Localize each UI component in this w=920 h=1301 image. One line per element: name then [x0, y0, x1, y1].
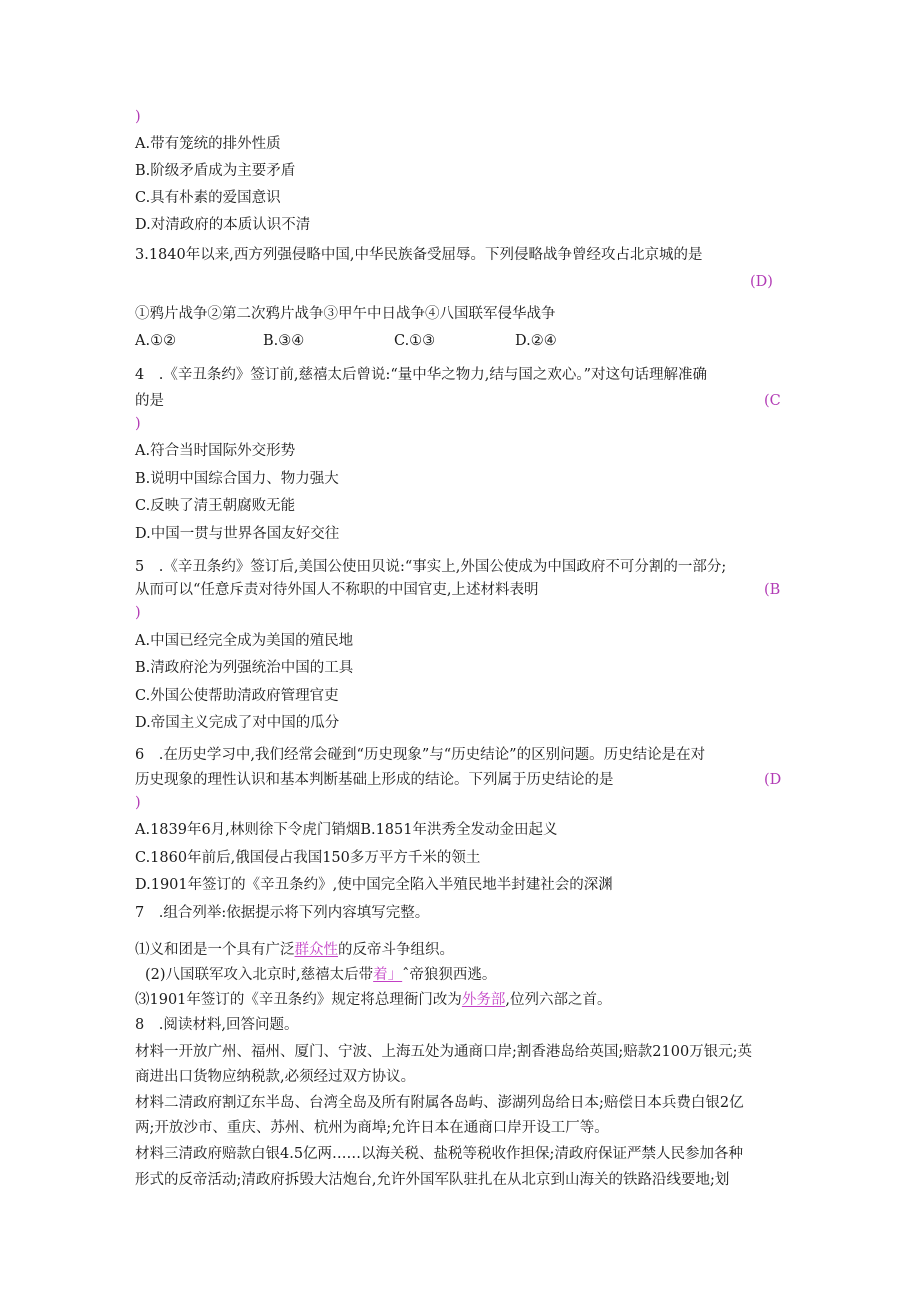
- q2-option-a: A.带有笼统的排外性质: [135, 136, 281, 152]
- q6-answer: (D: [764, 772, 782, 788]
- q4-answer: (C: [764, 393, 781, 409]
- q7-line1-text: ⑴义和团是一个具有广泛: [135, 942, 295, 958]
- q8-material-line: 形式的反帝活动;清政府拆毁大沽炮台,允许外国军队驻扎在从北京到山海关的铁路沿线要地;划: [135, 1172, 730, 1188]
- q6-option-ab: A.1839年6月,林则徐下令虎门销烟B.1851年洪秀全发动金田起义: [135, 822, 558, 838]
- q6-close-paren: ): [135, 795, 141, 811]
- q7-line2-fill: 着」: [373, 967, 403, 983]
- q8-material-line: 材料二清政府割辽东半岛、台湾全岛及所有附属各岛屿、澎湖列岛给日本;赔偿日本兵费白银2亿: [135, 1095, 744, 1111]
- q7-line2-text-end: ˆ帝狼狈西逃。: [402, 967, 497, 983]
- q6-stem-line2: 历史现象的理性认识和基本判断基础上形成的结论。下列属于历史结论的是: [135, 772, 614, 788]
- q2-option-c: C.具有朴素的爱国意识: [135, 190, 281, 206]
- q2-close-paren: ): [135, 109, 141, 125]
- q6-option-d: D.1901年签订的《辛丑条约》,使中国完全陷入半殖民地半封建社会的深渊: [135, 877, 613, 893]
- q4-option-c: C.反映了清王朝腐败无能: [135, 498, 296, 514]
- q4-stem-line2: 的是: [135, 393, 164, 409]
- q8-material-line: 材料三清政府赔款白银4.5亿两……以海关税、盐税等税收作担保;清政府保证严禁人民参加各种: [135, 1146, 743, 1162]
- q4-option-d: D.中国一贯与世界各国友好交往: [135, 526, 340, 542]
- q5-stem-line2: 从而可以“任意斥责对待外国人不称职的中国官吏,上述材料表明: [135, 582, 539, 598]
- q8-stem: 8 .阅读材料,回答问题。: [135, 1017, 299, 1033]
- q3-option-d: D.②④: [515, 333, 557, 349]
- q7-line1-fill: 群众性: [294, 942, 338, 958]
- q5-option-d: D.帝国主义完成了对中国的瓜分: [135, 715, 340, 731]
- q4-stem-line1: 4 .《辛丑条约》签订前,慈禧太后曾说:“量中华之物力,结与国之欢心。”对这句话理解准确: [135, 367, 708, 383]
- q8-material-line: 商进出口货物应纳税款,必须经过双方协议。: [135, 1069, 416, 1085]
- q3-option-c: C.①③: [394, 333, 436, 349]
- q3-option-a: A.①②: [135, 333, 177, 349]
- q2-option-b: B.阶级矛盾成为主要矛盾: [135, 163, 296, 179]
- q4-option-a: A.符合当时国际外交形势: [135, 443, 296, 459]
- q7-line3-text: ⑶1901年签订的《辛丑条约》规定将总理衙门改为: [135, 992, 462, 1008]
- q3-items: ①鸦片战争②第二次鸦片战争③甲午中日战争④八国联军侵华战争: [135, 306, 556, 322]
- q3-answer: (D): [750, 274, 773, 290]
- q5-option-c: C.外国公使帮助清政府管理官吏: [135, 688, 339, 704]
- q7-line2-text: (2)八国联军攻入北京时,慈禧太后带: [145, 967, 374, 983]
- q2-option-d: D.对清政府的本质认识不清: [135, 217, 311, 233]
- q7-line3-fill: 外务部: [461, 992, 506, 1008]
- q3-option-b: B.③④: [263, 333, 305, 349]
- q7-line3-text-end: ,位列六部之首。: [505, 992, 612, 1008]
- q7-line3: [135, 990, 612, 1010]
- q5-option-a: A.中国已经完全成为美国的殖民地: [135, 633, 354, 649]
- q7-line1: [135, 940, 454, 960]
- q4-option-b: B.说明中国综合国力、物力强大: [135, 471, 339, 487]
- q8-material-line: 两;开放沙市、重庆、苏州、杭州为商埠;允许日本在通商口岸开设工厂等。: [135, 1120, 609, 1136]
- q7-line1-text-end: 的反帝斗争组织。: [338, 942, 454, 958]
- q6-stem-line1: 6 .在历史学习中,我们经常会碰到“历史现象”与“历史结论”的区别问题。历史结论是在对: [135, 747, 706, 763]
- q5-stem-line1: 5 .《辛丑条约》签订后,美国公使田贝说:“事实上,外国公使成为中国政府不可分割的一部分;: [135, 559, 727, 575]
- q5-answer: (B: [764, 582, 781, 598]
- q5-close-paren: ): [135, 605, 141, 621]
- q5-option-b: B.清政府沦为列强统治中国的工具: [135, 660, 354, 676]
- q8-material-line: 材料一开放广州、福州、厦门、宁波、上海五处为通商口岸;割香港岛给英国;赔款2100万银元;英: [135, 1044, 753, 1060]
- q6-option-c: C.1860年前后,俄国侵占我国150多万平方千米的领土: [135, 850, 481, 866]
- q7-line2: [145, 965, 496, 985]
- q7-stem: 7 .组合列举:依据提示将下列内容填写完整。: [135, 905, 430, 921]
- q4-close-paren: ): [135, 416, 141, 432]
- q3-stem: 3.1840年以来,西方列强侵略中国,中华民族备受屈辱。下列侵略战争曾经攻占北京城的是: [135, 247, 703, 263]
